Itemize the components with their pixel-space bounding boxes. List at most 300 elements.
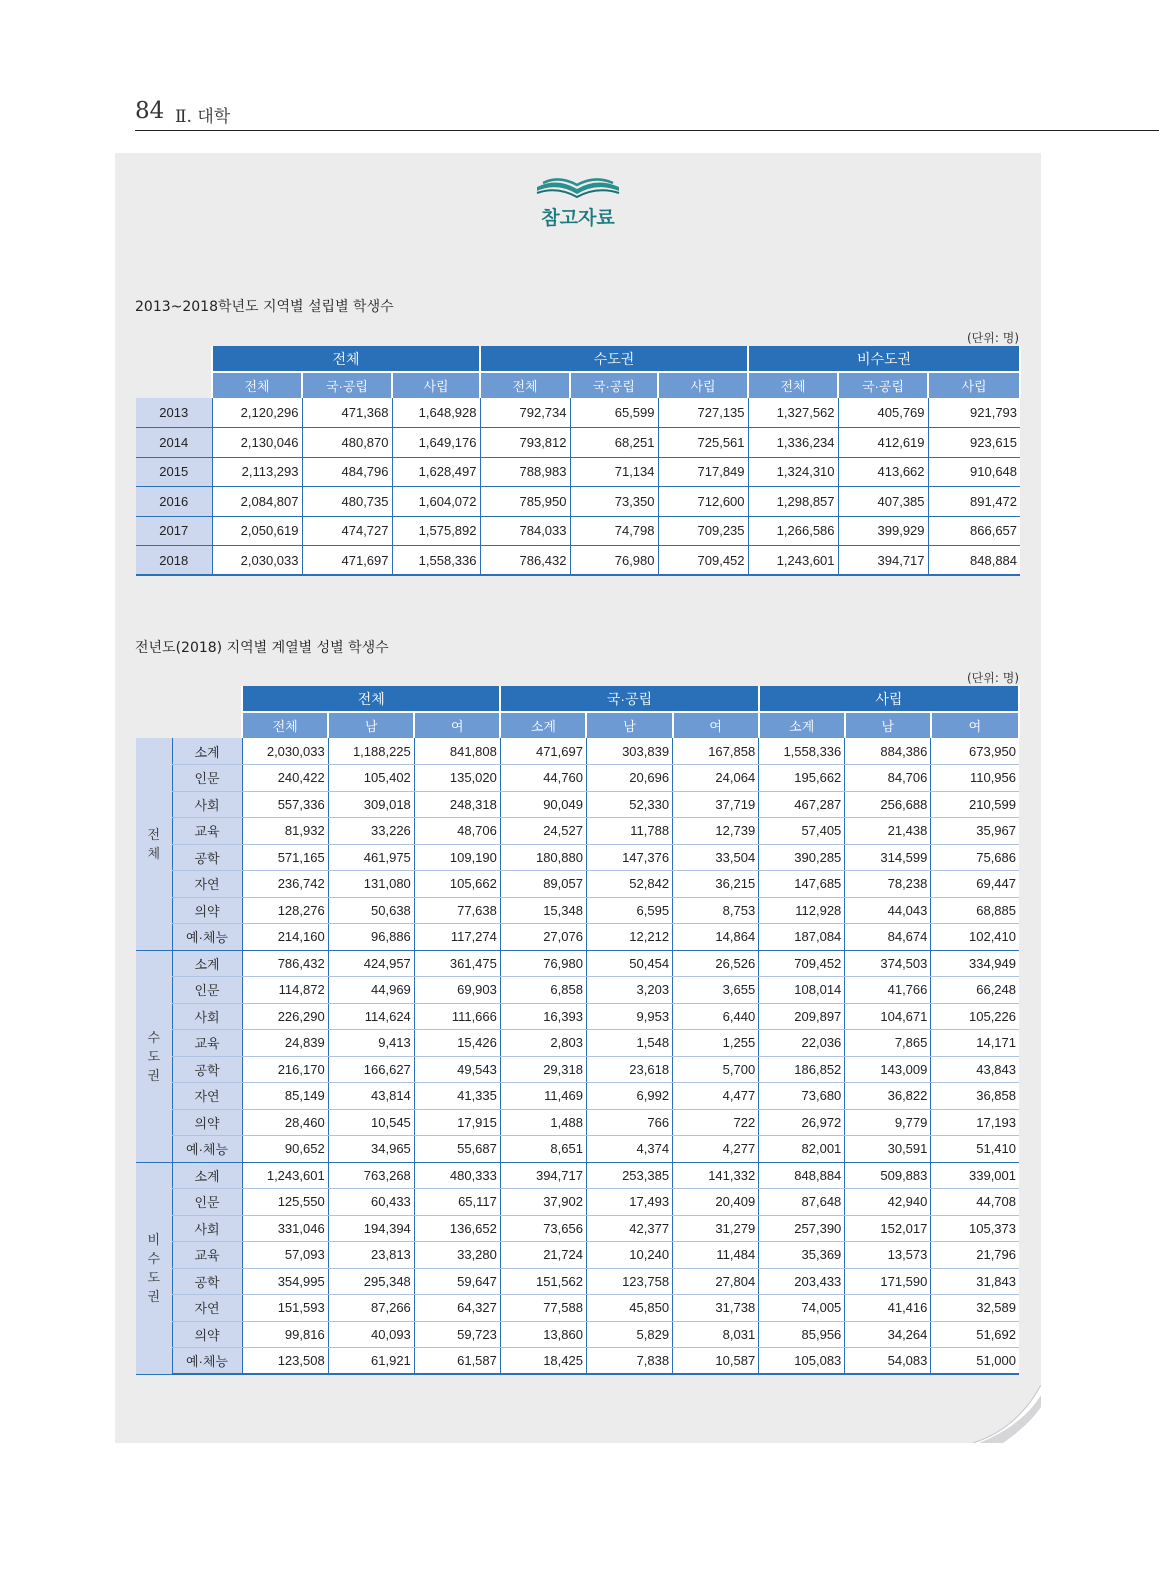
value-cell: 424,957 bbox=[328, 950, 414, 977]
value-cell: 35,369 bbox=[759, 1242, 845, 1269]
value-cell: 36,822 bbox=[845, 1083, 931, 1110]
value-cell: 557,336 bbox=[242, 791, 328, 818]
value-cell: 399,929 bbox=[838, 516, 928, 546]
value-cell: 57,405 bbox=[759, 818, 845, 845]
table2-group: 사립 bbox=[759, 686, 1019, 712]
value-cell: 785,950 bbox=[480, 487, 570, 517]
value-cell: 171,590 bbox=[845, 1268, 931, 1295]
value-cell: 8,031 bbox=[673, 1321, 759, 1348]
value-cell: 195,662 bbox=[759, 765, 845, 792]
table2-subheader: 전체 bbox=[242, 712, 328, 738]
value-cell: 2,120,296 bbox=[212, 398, 302, 428]
value-cell: 74,798 bbox=[570, 516, 658, 546]
table2 bbox=[136, 686, 1020, 1375]
table2-subheader: 소계 bbox=[500, 712, 586, 738]
value-cell: 141,332 bbox=[673, 1162, 759, 1189]
value-cell: 44,760 bbox=[500, 765, 586, 792]
value-cell: 17,493 bbox=[586, 1189, 672, 1216]
value-cell: 69,903 bbox=[414, 977, 500, 1004]
table-row bbox=[136, 1189, 1019, 1216]
value-cell: 509,883 bbox=[845, 1162, 931, 1189]
value-cell: 105,226 bbox=[931, 1003, 1019, 1030]
value-cell: 6,992 bbox=[586, 1083, 672, 1110]
value-cell: 1,604,072 bbox=[392, 487, 480, 517]
value-cell: 26,526 bbox=[673, 950, 759, 977]
table-row bbox=[136, 1295, 1019, 1322]
table2-subheader: 남 bbox=[845, 712, 931, 738]
value-cell: 105,373 bbox=[931, 1215, 1019, 1242]
value-cell: 248,318 bbox=[414, 791, 500, 818]
table1-title: 2013~2018학년도 지역별 설립별 학생수 bbox=[135, 299, 394, 315]
value-cell: 793,812 bbox=[480, 428, 570, 458]
value-cell: 105,662 bbox=[414, 871, 500, 898]
value-cell: 61,587 bbox=[414, 1348, 500, 1375]
table-row bbox=[136, 487, 1020, 517]
field-label: 사회 bbox=[172, 1215, 242, 1242]
value-cell: 786,432 bbox=[242, 950, 328, 977]
table-row bbox=[136, 398, 1020, 428]
table1-group: 전체 bbox=[212, 346, 480, 372]
value-cell: 14,864 bbox=[673, 924, 759, 951]
table1-unit: (단위: 명) bbox=[967, 331, 1019, 345]
region-label: 전 체 bbox=[136, 738, 172, 950]
value-cell: 226,290 bbox=[242, 1003, 328, 1030]
value-cell: 111,666 bbox=[414, 1003, 500, 1030]
year-cell: 2018 bbox=[136, 546, 212, 576]
value-cell: 73,350 bbox=[570, 487, 658, 517]
table-row bbox=[136, 546, 1020, 576]
value-cell: 210,599 bbox=[931, 791, 1019, 818]
value-cell: 722 bbox=[673, 1109, 759, 1136]
value-cell: 407,385 bbox=[838, 487, 928, 517]
value-cell: 11,788 bbox=[586, 818, 672, 845]
value-cell: 727,135 bbox=[658, 398, 748, 428]
value-cell: 105,083 bbox=[759, 1348, 845, 1375]
value-cell: 73,656 bbox=[500, 1215, 586, 1242]
value-cell: 28,460 bbox=[242, 1109, 328, 1136]
value-cell: 41,766 bbox=[845, 977, 931, 1004]
value-cell: 90,049 bbox=[500, 791, 586, 818]
value-cell: 48,706 bbox=[414, 818, 500, 845]
value-cell: 786,432 bbox=[480, 546, 570, 576]
value-cell: 114,624 bbox=[328, 1003, 414, 1030]
field-label: 자연 bbox=[172, 1295, 242, 1322]
value-cell: 471,697 bbox=[500, 738, 586, 765]
value-cell: 331,046 bbox=[242, 1215, 328, 1242]
value-cell: 77,588 bbox=[500, 1295, 586, 1322]
value-cell: 78,238 bbox=[845, 871, 931, 898]
value-cell: 35,967 bbox=[931, 818, 1019, 845]
value-cell: 18,425 bbox=[500, 1348, 586, 1375]
value-cell: 9,953 bbox=[586, 1003, 672, 1030]
table-row bbox=[136, 1056, 1019, 1083]
value-cell: 34,264 bbox=[845, 1321, 931, 1348]
value-cell: 31,843 bbox=[931, 1268, 1019, 1295]
table1-group: 비수도권 bbox=[748, 346, 1020, 372]
value-cell: 673,950 bbox=[931, 738, 1019, 765]
table2-unit: (단위: 명) bbox=[967, 671, 1019, 685]
table-row bbox=[136, 1215, 1019, 1242]
value-cell: 4,477 bbox=[673, 1083, 759, 1110]
value-cell: 571,165 bbox=[242, 844, 328, 871]
value-cell: 84,674 bbox=[845, 924, 931, 951]
value-cell: 23,618 bbox=[586, 1056, 672, 1083]
value-cell: 14,171 bbox=[931, 1030, 1019, 1057]
table1 bbox=[136, 346, 1021, 576]
value-cell: 75,686 bbox=[931, 844, 1019, 871]
table-row bbox=[136, 871, 1019, 898]
table-row bbox=[136, 1162, 1019, 1189]
value-cell: 31,738 bbox=[673, 1295, 759, 1322]
value-cell: 131,080 bbox=[328, 871, 414, 898]
page-header bbox=[135, 96, 1159, 131]
value-cell: 390,285 bbox=[759, 844, 845, 871]
value-cell: 1,649,176 bbox=[392, 428, 480, 458]
value-cell: 65,599 bbox=[570, 398, 658, 428]
value-cell: 1,324,310 bbox=[748, 457, 838, 487]
value-cell: 8,651 bbox=[500, 1136, 586, 1163]
table2-subheader: 남 bbox=[328, 712, 414, 738]
field-label: 의약 bbox=[172, 1321, 242, 1348]
field-label: 소계 bbox=[172, 950, 242, 977]
chapter-title: Ⅱ. 대학 bbox=[175, 107, 231, 127]
value-cell: 151,593 bbox=[242, 1295, 328, 1322]
value-cell: 65,117 bbox=[414, 1189, 500, 1216]
value-cell: 187,084 bbox=[759, 924, 845, 951]
table-row bbox=[136, 1003, 1019, 1030]
value-cell: 484,796 bbox=[302, 457, 392, 487]
field-label: 사회 bbox=[172, 791, 242, 818]
value-cell: 186,852 bbox=[759, 1056, 845, 1083]
table2-group: 국·공립 bbox=[500, 686, 758, 712]
table1-group: 수도권 bbox=[480, 346, 748, 372]
value-cell: 1,243,601 bbox=[242, 1162, 328, 1189]
value-cell: 209,897 bbox=[759, 1003, 845, 1030]
value-cell: 2,803 bbox=[500, 1030, 586, 1057]
value-cell: 725,561 bbox=[658, 428, 748, 458]
value-cell: 33,504 bbox=[673, 844, 759, 871]
field-label: 의약 bbox=[172, 1109, 242, 1136]
value-cell: 203,433 bbox=[759, 1268, 845, 1295]
field-label: 예·체능 bbox=[172, 1348, 242, 1375]
value-cell: 1,575,892 bbox=[392, 516, 480, 546]
value-cell: 59,647 bbox=[414, 1268, 500, 1295]
field-label: 교육 bbox=[172, 1030, 242, 1057]
value-cell: 12,739 bbox=[673, 818, 759, 845]
table-row bbox=[136, 1348, 1019, 1375]
value-cell: 848,884 bbox=[928, 546, 1020, 576]
value-cell: 128,276 bbox=[242, 897, 328, 924]
value-cell: 784,033 bbox=[480, 516, 570, 546]
table2-corner bbox=[136, 686, 242, 712]
value-cell: 30,591 bbox=[845, 1136, 931, 1163]
table-row bbox=[136, 738, 1019, 765]
value-cell: 6,858 bbox=[500, 977, 586, 1004]
value-cell: 394,717 bbox=[500, 1162, 586, 1189]
value-cell: 792,734 bbox=[480, 398, 570, 428]
value-cell: 374,503 bbox=[845, 950, 931, 977]
reference-title: 참고자료 bbox=[541, 207, 615, 229]
table1-subheader: 사립 bbox=[928, 372, 1020, 398]
value-cell: 6,440 bbox=[673, 1003, 759, 1030]
table2-title: 전년도(2018) 지역별 계열별 성별 학생수 bbox=[135, 640, 389, 656]
table-row bbox=[136, 516, 1020, 546]
value-cell: 303,839 bbox=[586, 738, 672, 765]
table1-subheader: 전체 bbox=[480, 372, 570, 398]
value-cell: 1,336,234 bbox=[748, 428, 838, 458]
table2-group: 전체 bbox=[242, 686, 500, 712]
year-cell: 2017 bbox=[136, 516, 212, 546]
value-cell: 54,083 bbox=[845, 1348, 931, 1375]
value-cell: 69,447 bbox=[931, 871, 1019, 898]
value-cell: 474,727 bbox=[302, 516, 392, 546]
value-cell: 26,972 bbox=[759, 1109, 845, 1136]
value-cell: 24,839 bbox=[242, 1030, 328, 1057]
value-cell: 87,266 bbox=[328, 1295, 414, 1322]
field-label: 예·체능 bbox=[172, 1136, 242, 1163]
value-cell: 34,965 bbox=[328, 1136, 414, 1163]
value-cell: 21,724 bbox=[500, 1242, 586, 1269]
value-cell: 17,193 bbox=[931, 1109, 1019, 1136]
value-cell: 1,558,336 bbox=[759, 738, 845, 765]
value-cell: 11,484 bbox=[673, 1242, 759, 1269]
open-book-icon bbox=[535, 173, 621, 199]
value-cell: 1,188,225 bbox=[328, 738, 414, 765]
value-cell: 61,921 bbox=[328, 1348, 414, 1375]
field-label: 자연 bbox=[172, 871, 242, 898]
value-cell: 66,248 bbox=[931, 977, 1019, 1004]
value-cell: 15,348 bbox=[500, 897, 586, 924]
value-cell: 90,652 bbox=[242, 1136, 328, 1163]
value-cell: 216,170 bbox=[242, 1056, 328, 1083]
value-cell: 27,804 bbox=[673, 1268, 759, 1295]
value-cell: 167,858 bbox=[673, 738, 759, 765]
value-cell: 87,648 bbox=[759, 1189, 845, 1216]
value-cell: 866,657 bbox=[928, 516, 1020, 546]
value-cell: 42,377 bbox=[586, 1215, 672, 1242]
field-label: 자연 bbox=[172, 1083, 242, 1110]
value-cell: 74,005 bbox=[759, 1295, 845, 1322]
value-cell: 99,816 bbox=[242, 1321, 328, 1348]
value-cell: 89,057 bbox=[500, 871, 586, 898]
table1-subheader: 국·공립 bbox=[570, 372, 658, 398]
value-cell: 37,902 bbox=[500, 1189, 586, 1216]
value-cell: 24,064 bbox=[673, 765, 759, 792]
value-cell: 7,865 bbox=[845, 1030, 931, 1057]
value-cell: 180,880 bbox=[500, 844, 586, 871]
value-cell: 240,422 bbox=[242, 765, 328, 792]
value-cell: 412,619 bbox=[838, 428, 928, 458]
value-cell: 21,796 bbox=[931, 1242, 1019, 1269]
value-cell: 21,438 bbox=[845, 818, 931, 845]
value-cell: 31,279 bbox=[673, 1215, 759, 1242]
year-cell: 2015 bbox=[136, 457, 212, 487]
table-row bbox=[136, 791, 1019, 818]
value-cell: 253,385 bbox=[586, 1162, 672, 1189]
value-cell: 891,472 bbox=[928, 487, 1020, 517]
value-cell: 57,093 bbox=[242, 1242, 328, 1269]
value-cell: 910,648 bbox=[928, 457, 1020, 487]
value-cell: 709,235 bbox=[658, 516, 748, 546]
value-cell: 36,858 bbox=[931, 1083, 1019, 1110]
value-cell: 76,980 bbox=[500, 950, 586, 977]
value-cell: 480,333 bbox=[414, 1162, 500, 1189]
value-cell: 40,093 bbox=[328, 1321, 414, 1348]
table-row bbox=[136, 1136, 1019, 1163]
value-cell: 24,527 bbox=[500, 818, 586, 845]
value-cell: 17,915 bbox=[414, 1109, 500, 1136]
value-cell: 467,287 bbox=[759, 791, 845, 818]
value-cell: 41,416 bbox=[845, 1295, 931, 1322]
value-cell: 361,475 bbox=[414, 950, 500, 977]
field-label: 예·체능 bbox=[172, 924, 242, 951]
value-cell: 6,595 bbox=[586, 897, 672, 924]
value-cell: 13,573 bbox=[845, 1242, 931, 1269]
value-cell: 712,600 bbox=[658, 487, 748, 517]
value-cell: 256,688 bbox=[845, 791, 931, 818]
value-cell: 3,203 bbox=[586, 977, 672, 1004]
value-cell: 44,969 bbox=[328, 977, 414, 1004]
value-cell: 22,036 bbox=[759, 1030, 845, 1057]
value-cell: 44,043 bbox=[845, 897, 931, 924]
value-cell: 135,020 bbox=[414, 765, 500, 792]
value-cell: 43,814 bbox=[328, 1083, 414, 1110]
table-row bbox=[136, 1268, 1019, 1295]
value-cell: 166,627 bbox=[328, 1056, 414, 1083]
value-cell: 1,628,497 bbox=[392, 457, 480, 487]
value-cell: 143,009 bbox=[845, 1056, 931, 1083]
value-cell: 60,433 bbox=[328, 1189, 414, 1216]
value-cell: 51,692 bbox=[931, 1321, 1019, 1348]
value-cell: 1,648,928 bbox=[392, 398, 480, 428]
value-cell: 314,599 bbox=[845, 844, 931, 871]
value-cell: 49,543 bbox=[414, 1056, 500, 1083]
value-cell: 125,550 bbox=[242, 1189, 328, 1216]
value-cell: 64,327 bbox=[414, 1295, 500, 1322]
value-cell: 84,706 bbox=[845, 765, 931, 792]
value-cell: 71,134 bbox=[570, 457, 658, 487]
value-cell: 16,393 bbox=[500, 1003, 586, 1030]
value-cell: 1,255 bbox=[673, 1030, 759, 1057]
field-label: 소계 bbox=[172, 1162, 242, 1189]
value-cell: 68,251 bbox=[570, 428, 658, 458]
table-row bbox=[136, 1109, 1019, 1136]
value-cell: 405,769 bbox=[838, 398, 928, 428]
table1-corner bbox=[136, 346, 212, 372]
value-cell: 257,390 bbox=[759, 1215, 845, 1242]
value-cell: 471,697 bbox=[302, 546, 392, 576]
value-cell: 923,615 bbox=[928, 428, 1020, 458]
table1-subheader: 전체 bbox=[748, 372, 838, 398]
field-label: 인문 bbox=[172, 765, 242, 792]
value-cell: 32,589 bbox=[931, 1295, 1019, 1322]
table1-corner bbox=[136, 372, 212, 398]
value-cell: 354,995 bbox=[242, 1268, 328, 1295]
value-cell: 9,779 bbox=[845, 1109, 931, 1136]
value-cell: 23,813 bbox=[328, 1242, 414, 1269]
value-cell: 8,753 bbox=[673, 897, 759, 924]
value-cell: 1,548 bbox=[586, 1030, 672, 1057]
table2-subheader: 소계 bbox=[759, 712, 845, 738]
page-curl-icon bbox=[973, 1385, 1041, 1443]
value-cell: 109,190 bbox=[414, 844, 500, 871]
value-cell: 717,849 bbox=[658, 457, 748, 487]
value-cell: 147,376 bbox=[586, 844, 672, 871]
value-cell: 50,638 bbox=[328, 897, 414, 924]
value-cell: 151,562 bbox=[500, 1268, 586, 1295]
value-cell: 45,850 bbox=[586, 1295, 672, 1322]
table-row bbox=[136, 897, 1019, 924]
value-cell: 2,030,033 bbox=[212, 546, 302, 576]
table2-corner bbox=[136, 712, 242, 738]
value-cell: 4,277 bbox=[673, 1136, 759, 1163]
table2-subheader: 여 bbox=[931, 712, 1019, 738]
value-cell: 334,949 bbox=[931, 950, 1019, 977]
table-row bbox=[136, 844, 1019, 871]
value-cell: 7,838 bbox=[586, 1348, 672, 1375]
value-cell: 10,240 bbox=[586, 1242, 672, 1269]
value-cell: 108,014 bbox=[759, 977, 845, 1004]
value-cell: 59,723 bbox=[414, 1321, 500, 1348]
value-cell: 29,318 bbox=[500, 1056, 586, 1083]
value-cell: 55,687 bbox=[414, 1136, 500, 1163]
value-cell: 85,956 bbox=[759, 1321, 845, 1348]
value-cell: 147,685 bbox=[759, 871, 845, 898]
value-cell: 1,327,562 bbox=[748, 398, 838, 428]
table-row bbox=[136, 924, 1019, 951]
value-cell: 77,638 bbox=[414, 897, 500, 924]
value-cell: 3,655 bbox=[673, 977, 759, 1004]
page-number: 84 bbox=[135, 98, 165, 124]
table2-subheader: 남 bbox=[586, 712, 672, 738]
value-cell: 20,696 bbox=[586, 765, 672, 792]
value-cell: 10,587 bbox=[673, 1348, 759, 1375]
year-cell: 2013 bbox=[136, 398, 212, 428]
value-cell: 15,426 bbox=[414, 1030, 500, 1057]
value-cell: 763,268 bbox=[328, 1162, 414, 1189]
value-cell: 480,735 bbox=[302, 487, 392, 517]
value-cell: 68,885 bbox=[931, 897, 1019, 924]
value-cell: 105,402 bbox=[328, 765, 414, 792]
field-label: 교육 bbox=[172, 818, 242, 845]
value-cell: 152,017 bbox=[845, 1215, 931, 1242]
reference-panel bbox=[115, 153, 1041, 1443]
region-label: 수 도 권 bbox=[136, 950, 172, 1162]
value-cell: 102,410 bbox=[931, 924, 1019, 951]
value-cell: 11,469 bbox=[500, 1083, 586, 1110]
value-cell: 1,558,336 bbox=[392, 546, 480, 576]
table-row bbox=[136, 765, 1019, 792]
value-cell: 471,368 bbox=[302, 398, 392, 428]
value-cell: 194,394 bbox=[328, 1215, 414, 1242]
value-cell: 2,030,033 bbox=[242, 738, 328, 765]
table-row bbox=[136, 428, 1020, 458]
table1-subheader: 전체 bbox=[212, 372, 302, 398]
value-cell: 1,243,601 bbox=[748, 546, 838, 576]
value-cell: 41,335 bbox=[414, 1083, 500, 1110]
value-cell: 921,793 bbox=[928, 398, 1020, 428]
field-label: 인문 bbox=[172, 1189, 242, 1216]
value-cell: 9,413 bbox=[328, 1030, 414, 1057]
value-cell: 2,084,807 bbox=[212, 487, 302, 517]
value-cell: 51,000 bbox=[931, 1348, 1019, 1375]
value-cell: 104,671 bbox=[845, 1003, 931, 1030]
table-row bbox=[136, 1030, 1019, 1057]
value-cell: 20,409 bbox=[673, 1189, 759, 1216]
table1-subheader: 국·공립 bbox=[302, 372, 392, 398]
value-cell: 114,872 bbox=[242, 977, 328, 1004]
value-cell: 52,842 bbox=[586, 871, 672, 898]
